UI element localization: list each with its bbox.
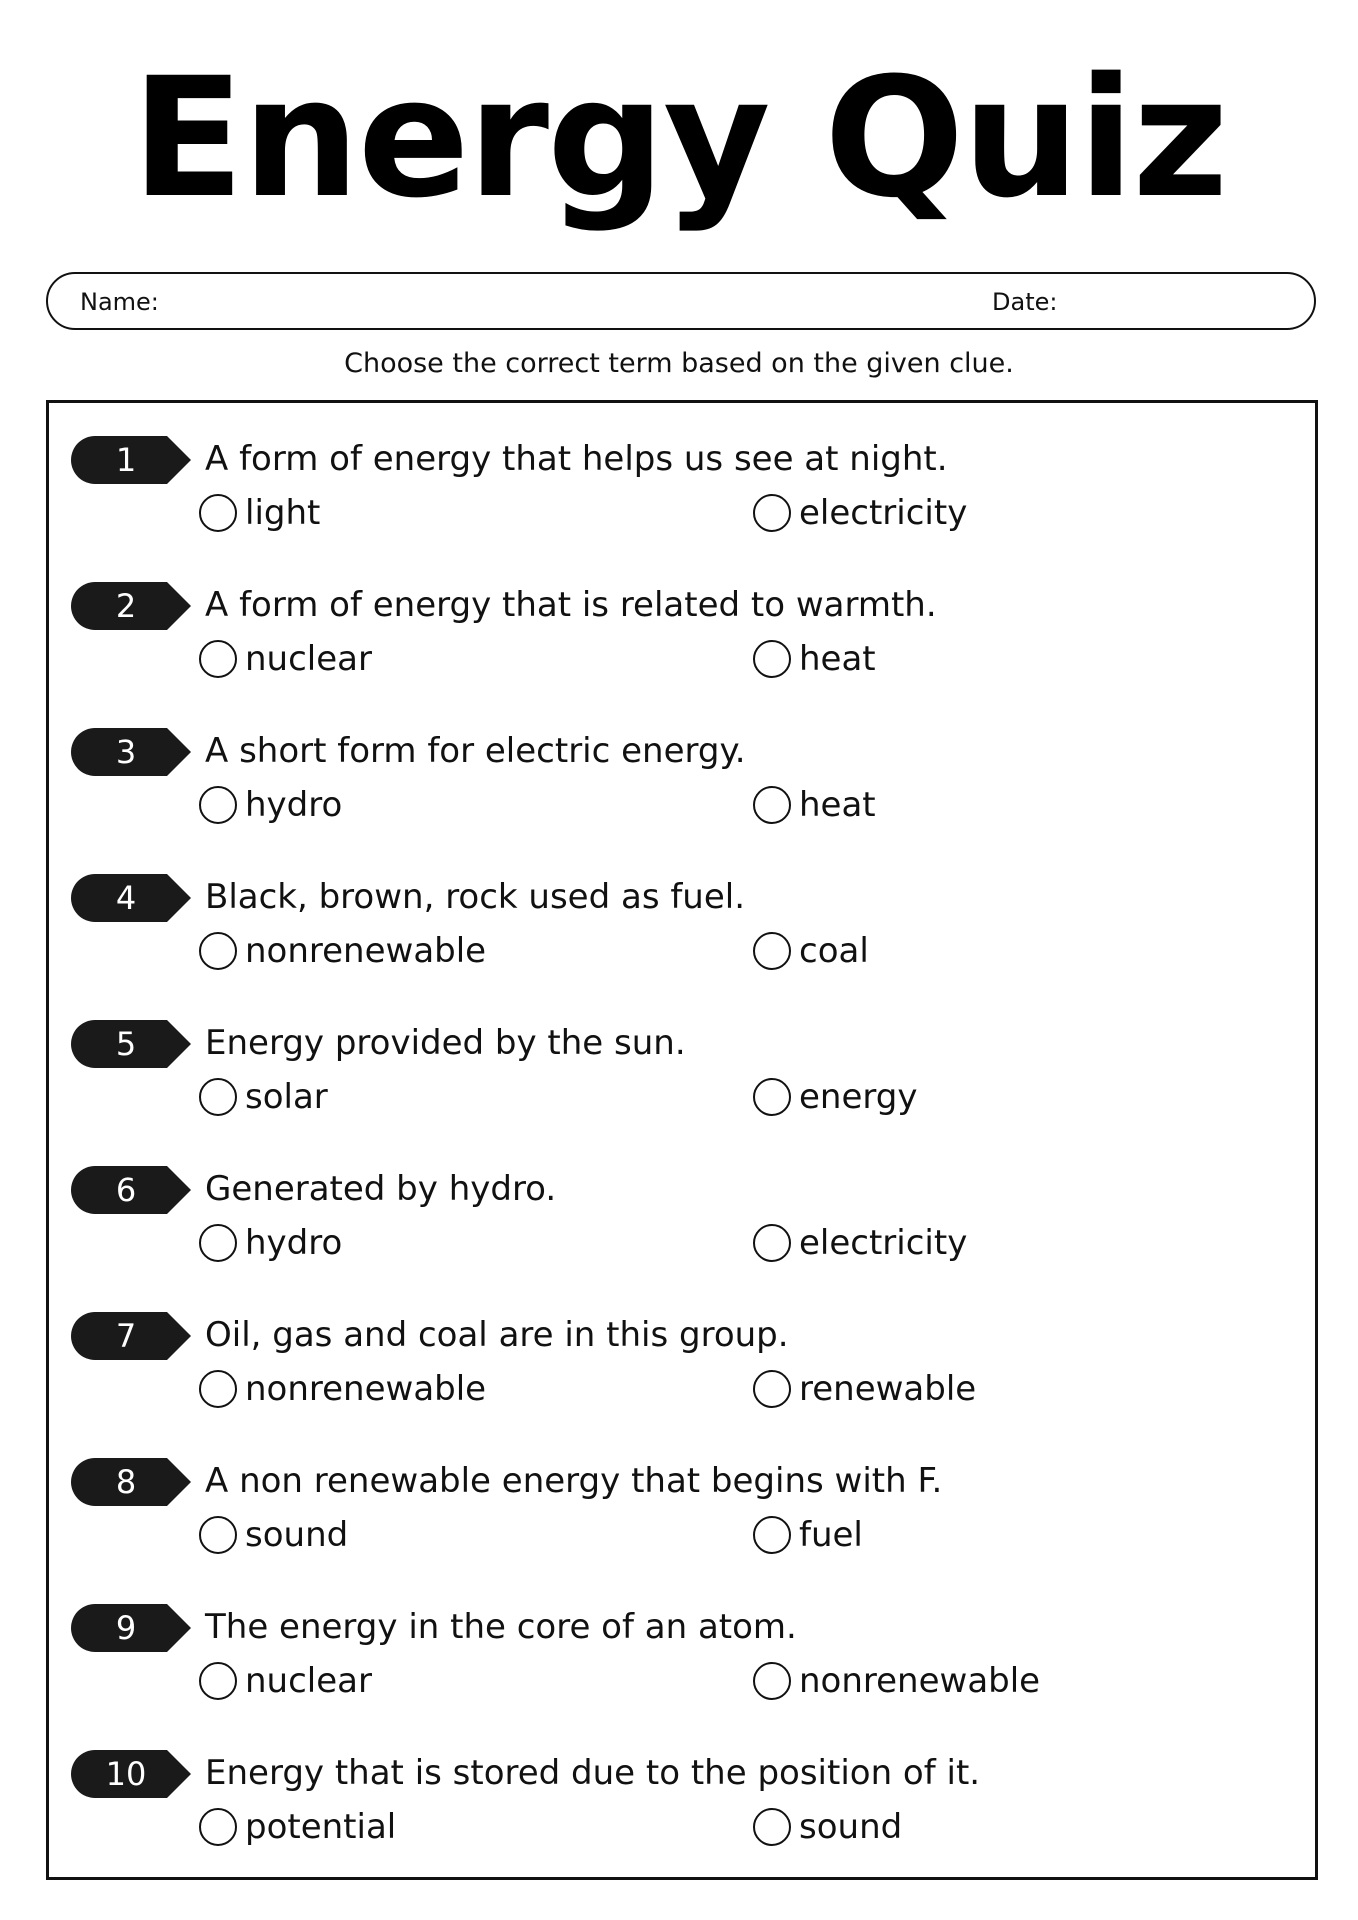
question-number-badge bbox=[71, 1458, 191, 1506]
option-label: electricity bbox=[799, 1223, 968, 1263]
radio-circle-icon[interactable] bbox=[199, 1662, 237, 1700]
question-number: 9 bbox=[115, 1609, 137, 1647]
question-number: 10 bbox=[105, 1755, 147, 1793]
option-label: sound bbox=[245, 1515, 349, 1555]
question-3 bbox=[49, 695, 1315, 835]
question-number-badge bbox=[71, 1312, 191, 1360]
radio-circle-icon[interactable] bbox=[199, 1224, 237, 1262]
question-4 bbox=[49, 841, 1315, 981]
question-number: 1 bbox=[115, 441, 137, 479]
question-9 bbox=[49, 1571, 1315, 1711]
option-label: electricity bbox=[799, 493, 968, 533]
option-label: solar bbox=[245, 1077, 328, 1117]
question-number: 3 bbox=[115, 733, 137, 771]
option-label: nonrenewable bbox=[245, 931, 487, 971]
option-label: hydro bbox=[245, 785, 343, 825]
question-2 bbox=[49, 549, 1315, 689]
option-label: energy bbox=[799, 1077, 918, 1117]
date-label[interactable]: Date: bbox=[992, 288, 1058, 316]
quiz-box bbox=[46, 400, 1318, 1880]
question-number: 6 bbox=[115, 1171, 137, 1209]
option-label: potential bbox=[245, 1807, 397, 1847]
question-clue: Black, brown, rock used as fuel. bbox=[205, 877, 746, 917]
question-number-badge bbox=[71, 1166, 191, 1214]
question-number: 7 bbox=[115, 1317, 137, 1355]
question-clue: Oil, gas and coal are in this group. bbox=[205, 1315, 789, 1355]
question-7 bbox=[49, 1279, 1315, 1419]
option-label: renewable bbox=[799, 1369, 977, 1409]
radio-circle-icon[interactable] bbox=[199, 494, 237, 532]
question-number-badge bbox=[71, 1750, 191, 1798]
radio-circle-icon[interactable] bbox=[753, 1662, 791, 1700]
question-clue: A non renewable energy that begins with F. bbox=[205, 1461, 943, 1501]
question-clue: Energy provided by the sun. bbox=[205, 1023, 686, 1063]
option-label: nuclear bbox=[245, 1661, 372, 1701]
question-clue: A short form for electric energy. bbox=[205, 731, 746, 771]
question-number: 4 bbox=[115, 879, 137, 917]
radio-circle-icon[interactable] bbox=[199, 1370, 237, 1408]
radio-circle-icon[interactable] bbox=[199, 932, 237, 970]
question-number: 8 bbox=[115, 1463, 137, 1501]
instructions: Choose the correct term based on the given clue. bbox=[344, 348, 1014, 379]
question-6 bbox=[49, 1133, 1315, 1273]
question-clue: A form of energy that is related to warmth. bbox=[205, 585, 937, 625]
radio-circle-icon[interactable] bbox=[753, 1078, 791, 1116]
question-number-badge bbox=[71, 874, 191, 922]
question-number-badge bbox=[71, 582, 191, 630]
radio-circle-icon[interactable] bbox=[199, 1808, 237, 1846]
question-clue: Energy that is stored due to the position of it. bbox=[205, 1753, 981, 1793]
question-5 bbox=[49, 987, 1315, 1127]
option-label: sound bbox=[799, 1807, 903, 1847]
option-label: nuclear bbox=[245, 639, 372, 679]
question-8 bbox=[49, 1425, 1315, 1565]
option-label: heat bbox=[799, 785, 876, 825]
question-number: 5 bbox=[115, 1025, 137, 1063]
radio-circle-icon[interactable] bbox=[753, 932, 791, 970]
radio-circle-icon[interactable] bbox=[199, 640, 237, 678]
question-1 bbox=[49, 403, 1315, 543]
radio-circle-icon[interactable] bbox=[753, 1516, 791, 1554]
option-label: nonrenewable bbox=[245, 1369, 487, 1409]
name-date-bar bbox=[46, 272, 1316, 330]
radio-circle-icon[interactable] bbox=[753, 786, 791, 824]
question-number-badge bbox=[71, 728, 191, 776]
radio-circle-icon[interactable] bbox=[199, 786, 237, 824]
question-number-badge bbox=[71, 436, 191, 484]
radio-circle-icon[interactable] bbox=[753, 640, 791, 678]
radio-circle-icon[interactable] bbox=[753, 494, 791, 532]
radio-circle-icon[interactable] bbox=[753, 1808, 791, 1846]
question-number-badge bbox=[71, 1020, 191, 1068]
question-clue: The energy in the core of an atom. bbox=[205, 1607, 797, 1647]
radio-circle-icon[interactable] bbox=[199, 1078, 237, 1116]
question-10 bbox=[49, 1717, 1315, 1857]
option-label: heat bbox=[799, 639, 876, 679]
radio-circle-icon[interactable] bbox=[753, 1224, 791, 1262]
question-number-badge bbox=[71, 1604, 191, 1652]
question-clue: A form of energy that helps us see at night. bbox=[205, 439, 948, 479]
page-title: Energy Quiz bbox=[131, 42, 1227, 234]
radio-circle-icon[interactable] bbox=[753, 1370, 791, 1408]
question-number: 2 bbox=[115, 587, 137, 625]
option-label: light bbox=[245, 493, 321, 533]
option-label: nonrenewable bbox=[799, 1661, 1041, 1701]
question-clue: Generated by hydro. bbox=[205, 1169, 557, 1209]
name-label[interactable]: Name: bbox=[80, 288, 159, 316]
option-label: fuel bbox=[799, 1515, 863, 1555]
radio-circle-icon[interactable] bbox=[199, 1516, 237, 1554]
option-label: coal bbox=[799, 931, 869, 971]
option-label: hydro bbox=[245, 1223, 343, 1263]
